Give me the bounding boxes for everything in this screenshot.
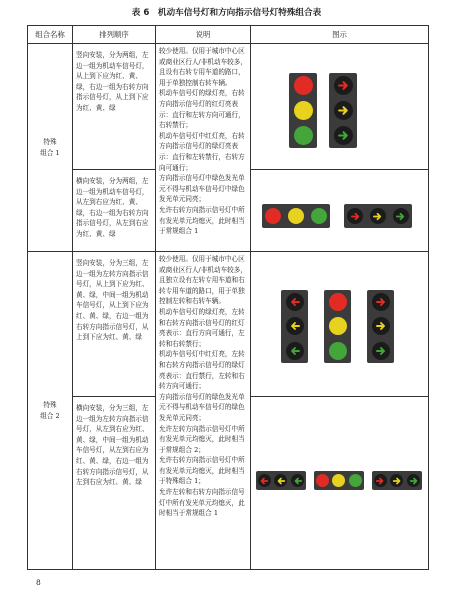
right-arrow-icon (347, 208, 363, 224)
header-order: 排列顺序 (73, 26, 156, 44)
right-arrow-icon (370, 208, 386, 224)
figure-1-vertical (251, 44, 429, 170)
order-2-horizontal: 横向安装，分为三组，左边一组为左转方向指示信号灯，从左到右应为红、黄、绿，中间一组为机动车信号灯，从左到右应为红、黄、绿，右边一组为右转方向指示信号灯，从左到右应为红、黄、绿 (73, 397, 156, 570)
yellow-lamp (288, 208, 304, 224)
right-turn-signal (344, 204, 412, 228)
left-arrow-icon (286, 342, 304, 360)
order-1-vertical: 竖向安装，分为两组，左边一组为机动车信号灯，从上到下应为红、黄、绿，右边一组为右转方向指示信号灯，从上到下应为红、黄、绿 (73, 44, 156, 170)
group-name-2: 特殊 组合 2 (28, 252, 73, 570)
left-arrow-icon (274, 474, 287, 487)
right-arrow-icon (390, 474, 403, 487)
page-number: 8 (36, 578, 41, 587)
order-1-horizontal: 横向安装，分为两组，左边一组为机动车信号灯，从左到右应为红、黄、绿，右边一组为右转方向指示信号灯，从左到右应为红、黄、绿 (73, 170, 156, 252)
right-arrow-icon (372, 342, 390, 360)
yellow-lamp (294, 101, 313, 120)
right-turn-signal (329, 73, 357, 148)
header-figure: 图示 (251, 26, 429, 44)
red-lamp (316, 474, 329, 487)
right-turn-signal (367, 290, 394, 363)
figure-2-vertical (251, 252, 429, 397)
right-arrow-icon (372, 317, 390, 335)
table-row (28, 44, 429, 170)
header-name: 组合名称 (28, 26, 73, 44)
order-2-vertical: 竖向安装，分为三组，左边一组为左转方向指示信号灯，从上到下应为红、黄、绿，中间一组为机动车信号灯，从上到下应为红、黄、绿，右边一组为右转方向指示信号灯，从上到下应为红、黄、绿 (73, 252, 156, 397)
vehicle-signal (289, 73, 317, 148)
right-arrow-icon (334, 126, 353, 145)
table-caption: 表 6 机动车信号灯和方向指示信号灯特殊组合表 (131, 8, 322, 18)
green-lamp (294, 126, 313, 145)
right-arrow-icon (393, 208, 409, 224)
green-lamp (349, 474, 362, 487)
red-lamp (265, 208, 281, 224)
red-lamp (329, 293, 347, 311)
left-arrow-icon (286, 293, 304, 311)
right-arrow-icon (407, 474, 420, 487)
left-turn-signal (256, 471, 306, 490)
right-arrow-icon (334, 101, 353, 120)
green-lamp (311, 208, 327, 224)
left-arrow-icon (258, 474, 271, 487)
left-arrow-icon (286, 317, 304, 335)
green-lamp (329, 342, 347, 360)
yellow-lamp (329, 317, 347, 335)
vehicle-signal (314, 471, 364, 490)
red-lamp (294, 76, 313, 95)
header-description: 说明 (156, 26, 251, 44)
vehicle-signal (262, 204, 330, 228)
yellow-lamp (332, 474, 345, 487)
description-2: 较少使用。仅用于城市中心区或商业区行人/非机动车较多，且独立设有左转专用车道和右转专用车道的路口，用于单独控制左转和右转车辆。 机动车信号灯的绿灯亮，左转和右转方向指示信号灯的红灯亮表示：直行方向可通行，左转和右转禁行； 机动车信号灯中红灯亮，左转和右转方向指示信号灯的绿灯亮表示：直行禁行，左转和右转方向可通行； 方向指示信号灯的绿色发光单元不得与机动车信号灯的绿色发光单元同亮； 允许左转方向指示信号灯中所有发光单元均熄灭，此时相当于常规组合 2； 允许右转方向指示信号灯中所有发光单元均熄灭，此时相当于特殊组合 1； 允许左转和右转方向指示信号灯中所有发光单元均熄灭，此时相当于常规组合 1 (156, 252, 251, 570)
group-name-1: 特殊 组合 1 (28, 44, 73, 252)
left-arrow-icon (291, 474, 304, 487)
right-turn-signal (372, 471, 422, 490)
table-row (28, 252, 429, 397)
description-1: 较少使用。仅用于城市中心区或商业区行人/非机动车较多，且设有右转专用车道的路口，用于单独控制右转车辆。 机动车信号灯的绿灯亮，右转方向指示信号灯的红灯亮表示：直行和左转方向可通行，右转禁行； 机动车信号灯中红灯亮，右转方向指示信号灯的绿灯亮表示：直行和左转禁行，右转方向可通行； 方向指示信号灯中绿色发光单元不得与机动车信号灯中绿色发光单元同亮； 允许右转方向指示信号灯中所有发光单元均熄灭，此时相当于常规组合 1 (156, 44, 251, 252)
header-row (28, 26, 429, 44)
right-arrow-icon (334, 76, 353, 95)
vehicle-signal (324, 290, 351, 363)
right-arrow-icon (372, 293, 390, 311)
right-arrow-icon (374, 474, 387, 487)
signal-combination-table (27, 25, 429, 570)
figure-1-horizontal (251, 170, 429, 252)
left-turn-signal (281, 290, 308, 363)
figure-2-horizontal (251, 397, 429, 570)
